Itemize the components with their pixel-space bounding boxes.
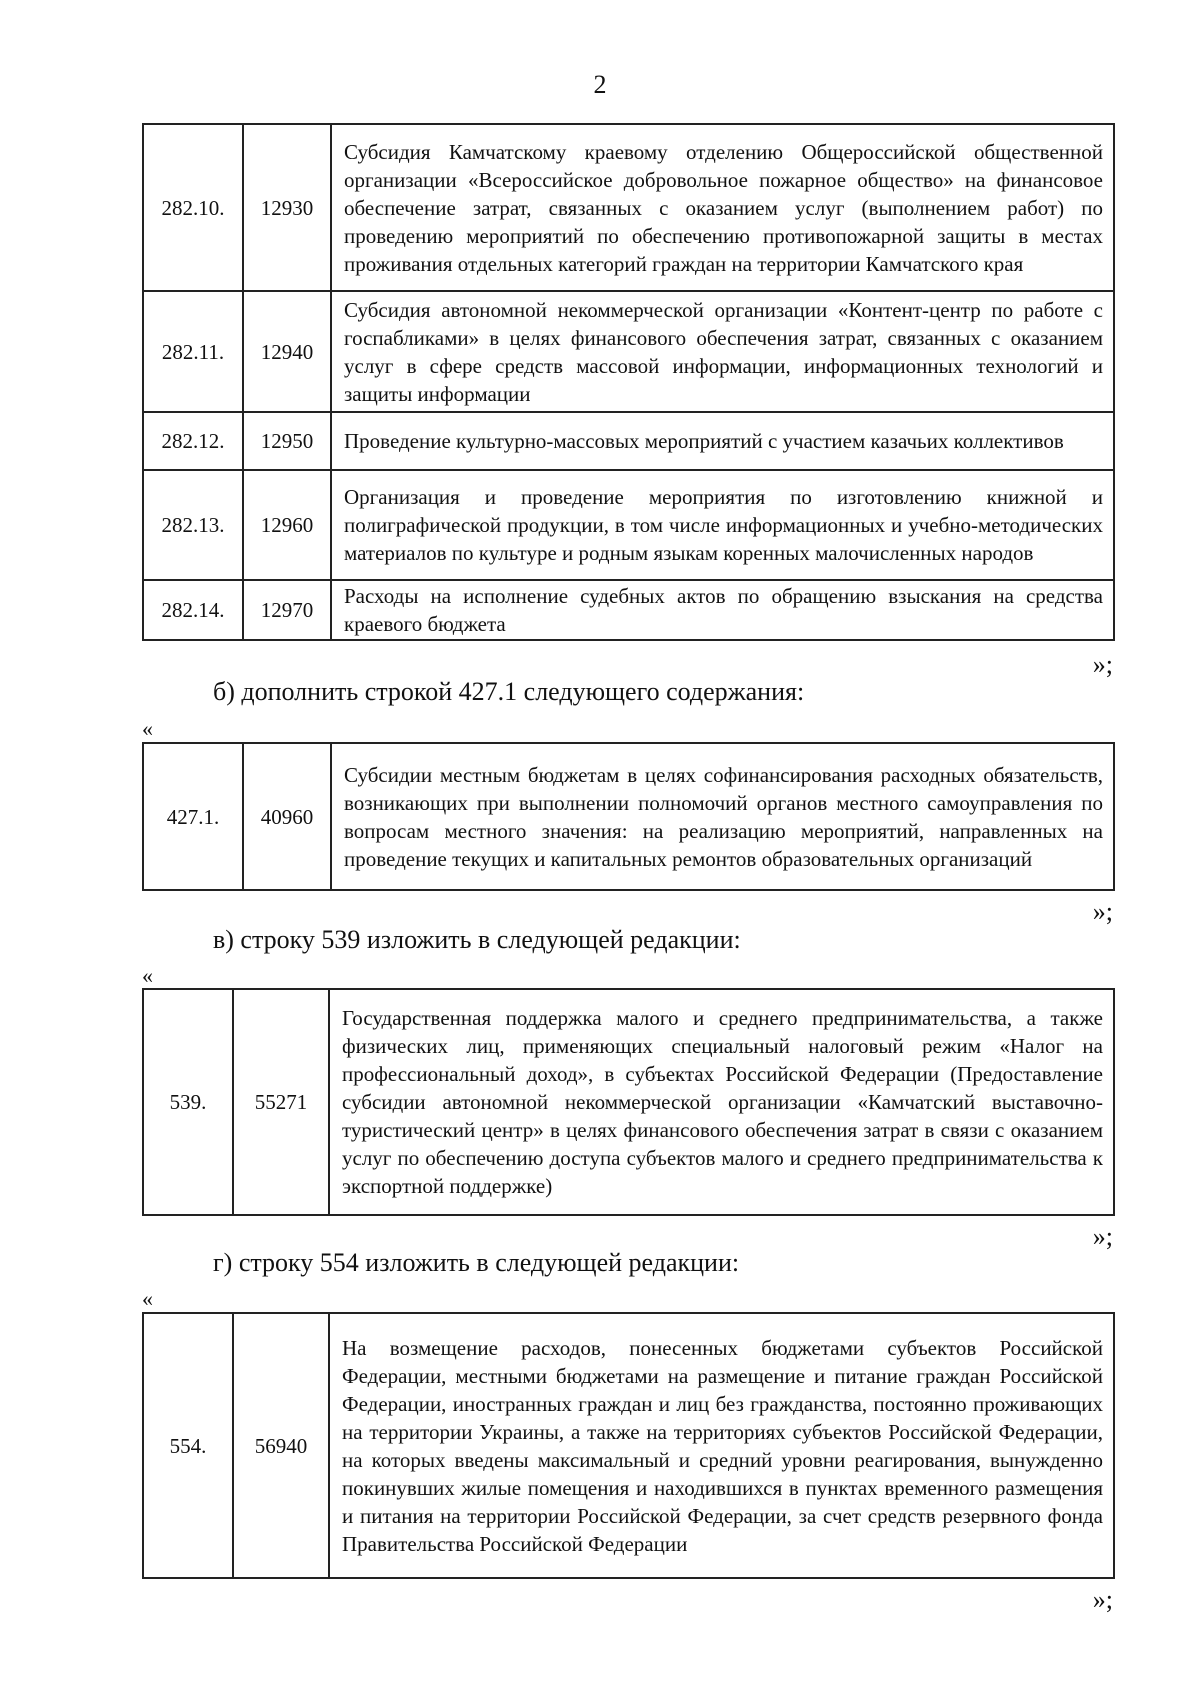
row-description: Субсидии местным бюджетам в целях софинансирования расходных обязательств, возникающих при выполнении полномочий органов местного самоуправления по вопросам местного значения: на реализацию мероприятий, направленных на проведение текущих и капитальных ремонтов образовательных организаций xyxy=(331,743,1114,890)
section-b-instruction: б) дополнить строкой 427.1 следующего содержания: xyxy=(213,677,805,706)
row-code: 12930 xyxy=(243,124,331,291)
row-description: На возмещение расходов, понесенных бюджетами субъектов Российской Федерации, местными бюджетами на размещение и питание граждан Российской Федерации, иностранных граждан и лиц без гражданства, постоянно проживающих на территории Украины, а также на территориях субъектов Российской Федерации, на которых введены максимальный и средний уровни реагирования, вынужденно покинувших жилые помещения и находившихся в пунктах временного размещения и питания на территории Российской Федерации, за счет средств резервного фонда Правительства Российской Федерации xyxy=(329,1313,1114,1578)
row-code: 12940 xyxy=(243,291,331,412)
closing-quote: »; xyxy=(1092,650,1113,679)
row-number: 539. xyxy=(143,989,233,1215)
closing-quote: »; xyxy=(1092,1222,1113,1251)
row-number: 282.10. xyxy=(143,124,243,291)
table-row xyxy=(143,1313,1114,1578)
opening-quote: « xyxy=(142,963,153,988)
row-code: 55271 xyxy=(233,989,329,1215)
row-number: 282.13. xyxy=(143,470,243,580)
table-554 xyxy=(142,1312,1115,1579)
page-number: 2 xyxy=(593,70,607,99)
closing-quote: »; xyxy=(1092,897,1113,926)
row-description: Организация и проведение мероприятия по изготовлению книжной и полиграфической продукции, в том числе информационных и учебно-методических материалов по культуре и родным языкам коренных малочисленных народов xyxy=(331,470,1114,580)
opening-quote: « xyxy=(142,1286,153,1311)
row-code: 12950 xyxy=(243,412,331,470)
table-row xyxy=(143,743,1114,890)
row-code: 12970 xyxy=(243,580,331,640)
table-row xyxy=(143,124,1114,291)
row-number: 427.1. xyxy=(143,743,243,890)
table-427-1 xyxy=(142,742,1115,891)
closing-quote: »; xyxy=(1092,1585,1113,1614)
section-v-instruction: в) строку 539 изложить в следующей редакции: xyxy=(213,925,741,954)
table-282 xyxy=(142,123,1115,641)
table-row xyxy=(143,291,1114,412)
row-code: 56940 xyxy=(233,1313,329,1578)
table-row xyxy=(143,412,1114,470)
table-row xyxy=(143,989,1114,1215)
table-539 xyxy=(142,988,1115,1216)
row-code: 40960 xyxy=(243,743,331,890)
row-description: Проведение культурно-массовых мероприятий с участием казачьих коллективов xyxy=(331,412,1114,470)
section-g-instruction: г) строку 554 изложить в следующей редакции: xyxy=(213,1248,740,1277)
table-row xyxy=(143,580,1114,640)
row-number: 282.14. xyxy=(143,580,243,640)
opening-quote: « xyxy=(142,716,153,741)
row-description: Субсидия автономной некоммерческой организации «Контент-центр по работе с госпабликами» в целях финансового обеспечения затрат, связанных с оказанием услуг в сфере средств массовой информации, информационных технологий и защиты информации xyxy=(331,291,1114,412)
row-description: Расходы на исполнение судебных актов по обращению взыскания на средства краевого бюджета xyxy=(331,580,1114,640)
row-code: 12960 xyxy=(243,470,331,580)
row-number: 282.12. xyxy=(143,412,243,470)
table-row xyxy=(143,470,1114,580)
row-description: Государственная поддержка малого и среднего предпринимательства, а также физических лиц, применяющих специальный налоговый режим «Налог на профессиональный доход», в субъектах Российской Федерации (Предоставление субсидии автономной некоммерческой организации «Камчатский выставочно-туристический центр» в целях финансового обеспечения затрат в связи с оказанием услуг по обеспечению доступа субъектов малого и среднего предпринимательства к экспортной поддержке) xyxy=(329,989,1114,1215)
row-number: 282.11. xyxy=(143,291,243,412)
row-number: 554. xyxy=(143,1313,233,1578)
row-description: Субсидия Камчатскому краевому отделению Общероссийской общественной организации «Всероссийское добровольное пожарное общество» на финансовое обеспечение затрат, связанных с оказанием услуг (выполнением работ) по проведению мероприятий по обеспечению противопожарной защиты в местах проживания отдельных категорий граждан на территории Камчатского края xyxy=(331,124,1114,291)
